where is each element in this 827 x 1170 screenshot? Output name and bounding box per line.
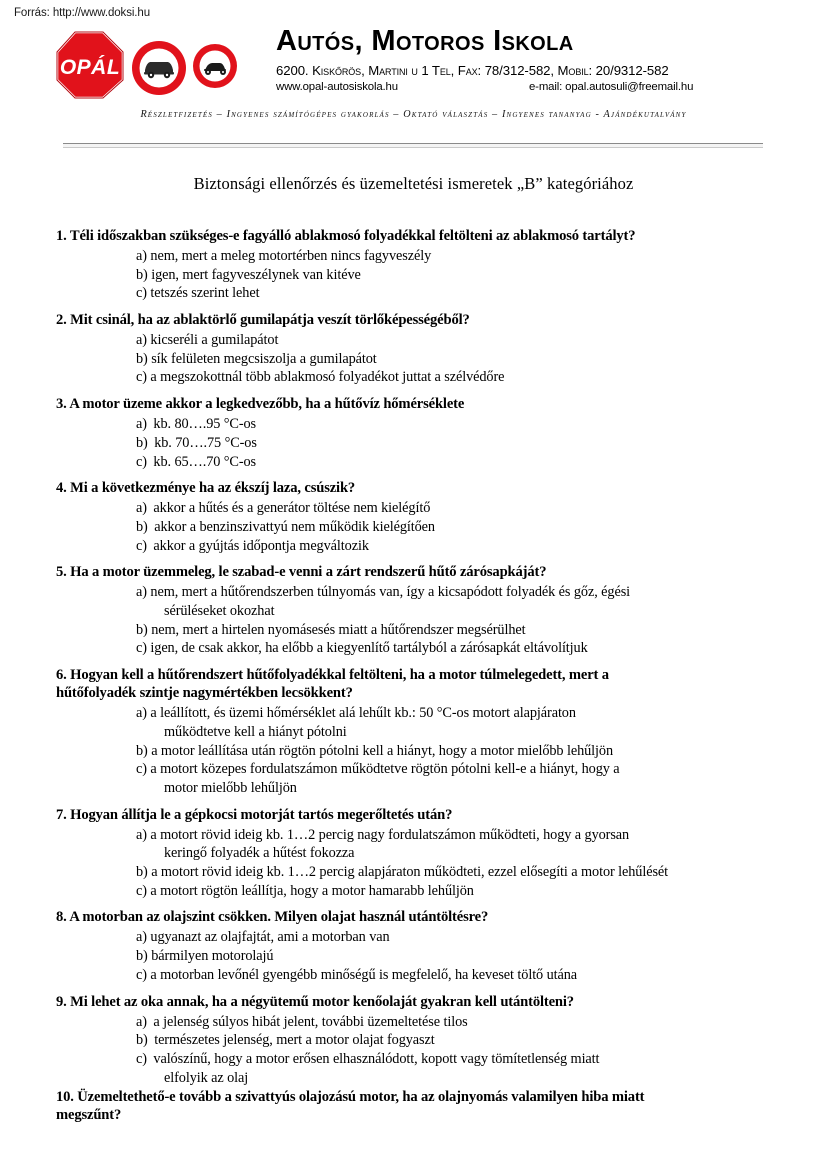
answer-marker: c)	[136, 285, 147, 302]
question-block	[56, 396, 771, 471]
answer-option[interactable]	[70, 350, 771, 369]
question-text: 1. Téli időszakban szükséges-e fagyálló ablakmosó folyadékkal feltölteni az ablakmosó tartályt?	[56, 228, 636, 244]
question-text: 4. Mi a következménye ha az ékszíj laza, csúszik?	[56, 480, 356, 497]
answer-marker: c)	[136, 882, 147, 899]
answer-text: sík felületen megcsiszolja a gumilapátot	[147, 350, 377, 367]
answer-marker: a)	[136, 705, 147, 722]
svg-text:OPÁL: OPÁL	[59, 56, 121, 79]
company-contacts	[276, 81, 816, 96]
answer-option[interactable]	[70, 1031, 771, 1050]
question-10-text: 10. Üzemeltethető-e tovább a szivattyús olajozású motor, ha az olajnyomás valamilyen hiba miatt megszűnt?	[56, 1089, 645, 1124]
answer-option[interactable]	[70, 537, 771, 556]
answer-text: nem, mert a hirtelen nyomásesés miatt a hűtőrendszer megsérülhet	[147, 621, 526, 638]
answer-text: valószínű, hogy a motor erősen elhasználódott, kopott vagy tömítetlenség miatt	[149, 1050, 600, 1067]
answer-text: akkor a gyújtás időpontja megváltozik	[149, 537, 369, 554]
answer-marker: b)	[136, 518, 148, 535]
question-block	[56, 994, 771, 1088]
answer-marker: c)	[136, 761, 147, 778]
answer-options	[56, 1013, 771, 1088]
answer-marker: a)	[136, 826, 147, 843]
answer-option[interactable]	[70, 826, 771, 863]
answer-text: akkor a hűtés és a generátor töltése nem kielégítő	[149, 500, 431, 517]
question-block	[56, 312, 771, 387]
company-address: 6200. Kiskőrös, Martini u 1 Tel, Fax: 78/312-582, Mobil: 20/9312-582	[276, 63, 669, 79]
answer-marker: b)	[136, 1032, 148, 1049]
question-text: 5. Ha a motor üzemmeleg, le szabad-e venni a zárt rendszerű hűtő zárósapkáját?	[56, 564, 547, 581]
answer-marker: c)	[136, 640, 147, 657]
answer-marker: c)	[136, 537, 147, 554]
answer-option[interactable]	[70, 415, 771, 434]
answer-text: a motor leállítása után rögtön pótolni kell a hiányt, hogy a motor mielőbb lehűljön	[147, 742, 614, 759]
answer-option[interactable]	[70, 947, 771, 966]
answer-marker: a)	[136, 416, 147, 433]
answer-marker: c)	[136, 1050, 147, 1067]
services-tagline: Részletfizetés – Ingyenes számítógépes gyakorlás – Oktató választás – Ingyenes tananyag - Ajándékutalvány	[140, 109, 687, 120]
question-text: 2. Mit csinál, ha az ablaktörlő gumilapátja veszít törlőképességéből?	[56, 312, 470, 329]
answer-marker: c)	[136, 369, 147, 386]
answer-marker: b)	[136, 948, 148, 965]
answer-text: a motort rövid ideig kb. 1…2 percig nagy fordulatszámon működteti, hogy a gyorsan	[146, 826, 630, 843]
answer-options	[56, 247, 771, 303]
answer-text: bármilyen motorolajú	[147, 948, 274, 965]
answer-marker: c)	[136, 966, 147, 983]
answer-text: akkor a benzinszivattyú nem működik kielégítően	[150, 518, 435, 535]
letterhead	[0, 26, 827, 106]
answer-text: tetszés szerint lehet	[146, 285, 260, 302]
answer-text: természetes jelenség, mert a motor olajat fogyaszt	[150, 1032, 435, 1049]
answer-text: a jelenség súlyos hibát jelent, további üzemeltetése tilos	[149, 1013, 468, 1030]
answer-option[interactable]	[70, 621, 771, 640]
question-block	[56, 807, 771, 901]
answer-option[interactable]	[70, 760, 771, 797]
answer-option[interactable]	[70, 368, 771, 387]
answer-text: igen, de csak akkor, ha előbb a kiegyenlítő tartályból a zárósapkát eltávolítjuk	[146, 640, 588, 657]
answer-marker: b)	[136, 621, 148, 638]
answer-text-continuation: működtetve kell a hiányt pótolni	[164, 723, 347, 740]
answer-option[interactable]	[70, 331, 771, 350]
answer-option[interactable]	[70, 247, 771, 266]
answer-marker: b)	[136, 864, 148, 881]
answer-option[interactable]	[70, 583, 771, 620]
answer-option[interactable]	[70, 639, 771, 658]
company-email[interactable]: e-mail: opal.autosuli@freemail.hu	[529, 81, 694, 94]
answer-marker: a)	[136, 929, 147, 946]
answer-text: kicseréli a gumilapátot	[146, 332, 279, 349]
answer-option[interactable]	[70, 518, 771, 537]
question-text: 8. A motorban az olajszint csökken. Milyen olajat használ utántöltésre?	[56, 909, 489, 926]
answer-text: a motort rövid ideig kb. 1…2 percig alapjáraton működteti, ezzel elősegíti a motor lehűlését	[147, 864, 669, 881]
question-text: 9. Mi lehet az oka annak, ha a négyütemű motor kenőolaját gyakran kell utántölteni?	[56, 993, 574, 1010]
answer-marker: a)	[136, 584, 147, 601]
answer-text: nem, mert a hűtőrendszerben túlnyomás van, így a kicsapódott folyadék és gőz, égési	[146, 584, 631, 601]
question-text: 7. Hogyan állítja le a gépkocsi motorját tartós megerőltetés után?	[56, 806, 453, 823]
opal-stop-sign-icon	[57, 32, 123, 98]
source-url: Forrás: http://www.doksi.hu	[14, 7, 150, 19]
answer-option[interactable]	[70, 284, 771, 303]
answer-text-continuation: sérüléseket okozhat	[164, 603, 275, 620]
answer-option[interactable]	[70, 1013, 771, 1032]
answer-text: a megszokottnál több ablakmosó folyadékot juttat a szélvédőre	[146, 369, 505, 386]
answer-option[interactable]	[70, 966, 771, 985]
school-logo	[55, 28, 245, 100]
answer-text-continuation: motor mielőbb lehűljön	[164, 779, 297, 796]
question-block	[56, 564, 771, 658]
answer-text: kb. 80….95 °C-os	[149, 416, 257, 433]
answer-text: ugyanazt az olajfajtát, ami a motorban van	[146, 929, 390, 946]
answer-text: kb. 65….70 °C-os	[149, 453, 257, 470]
company-info	[276, 26, 816, 96]
answer-options	[56, 331, 771, 387]
answer-option[interactable]	[70, 928, 771, 947]
page-title: Biztonsági ellenőrzés és üzemeltetési ismeretek „B” kategóriához	[193, 174, 634, 193]
no-motorcycles-sign-icon	[193, 44, 237, 88]
question-block	[56, 909, 771, 984]
answer-option[interactable]	[70, 863, 771, 882]
answer-marker: b)	[136, 350, 148, 367]
answer-marker: b)	[136, 434, 148, 451]
answer-marker: c)	[136, 453, 147, 470]
answer-text: kb. 70….75 °C-os	[150, 434, 257, 451]
answer-marker: a)	[136, 247, 147, 264]
answer-text: igen, mert fagyveszélynek van kitéve	[147, 266, 361, 283]
answer-options	[56, 499, 771, 555]
answer-options	[56, 415, 771, 471]
answer-option[interactable]	[70, 434, 771, 453]
answer-text: a motort közepes fordulatszámon működtetve rögtön pótolni kell-e a hiányt, hogy a	[146, 761, 620, 778]
answer-marker: b)	[136, 742, 148, 759]
answer-text: nem, mert a meleg motortérben nincs fagyveszély	[146, 247, 432, 264]
answer-text-continuation: keringő folyadék a hűtést fokozza	[164, 845, 355, 862]
answer-options	[56, 583, 771, 658]
answer-text: a motort rögtön leállítja, hogy a motor hamarabb lehűljön	[146, 882, 474, 899]
answer-marker: b)	[136, 266, 148, 283]
answer-text: a leállított, és üzemi hőmérséklet alá lehűlt kb.: 50 °C-os motort alapjáraton	[146, 705, 576, 722]
answer-marker: a)	[136, 1013, 147, 1030]
question-block	[56, 228, 771, 303]
answer-option[interactable]	[70, 266, 771, 285]
company-website[interactable]: www.opal-autosiskola.hu	[276, 81, 398, 94]
answer-marker: a)	[136, 332, 147, 349]
answer-options	[56, 704, 771, 798]
answer-option[interactable]	[70, 453, 771, 472]
header-divider	[63, 143, 763, 148]
company-name: Autós, Motoros Iskola	[276, 25, 574, 57]
no-cars-sign-icon	[132, 41, 186, 95]
answer-text: a motorban levőnél gyengébb minőségű is megfelelő, ha keveset töltő utána	[146, 966, 578, 983]
answer-marker: a)	[136, 500, 147, 517]
answer-option[interactable]	[70, 882, 771, 901]
answer-option[interactable]	[70, 499, 771, 518]
question-text: 6. Hogyan kell a hűtőrendszert hűtőfolyadékkal feltölteni, ha a motor túlmelegedett, mert a hűtőfolyadék szintje nagymértékben lecsökkent?	[56, 667, 609, 702]
answer-option[interactable]	[70, 704, 771, 741]
answer-options	[56, 826, 771, 901]
answer-option[interactable]	[70, 742, 771, 761]
question-text: 3. A motor üzeme akkor a legkedvezőbb, ha a hűtővíz hőmérséklete	[56, 396, 465, 413]
question-block	[56, 667, 771, 797]
answer-text-continuation: elfolyik az olaj	[164, 1069, 249, 1086]
answer-options	[56, 928, 771, 984]
question-block	[56, 480, 771, 555]
answer-option[interactable]	[70, 1050, 771, 1087]
question-list	[56, 228, 771, 1096]
